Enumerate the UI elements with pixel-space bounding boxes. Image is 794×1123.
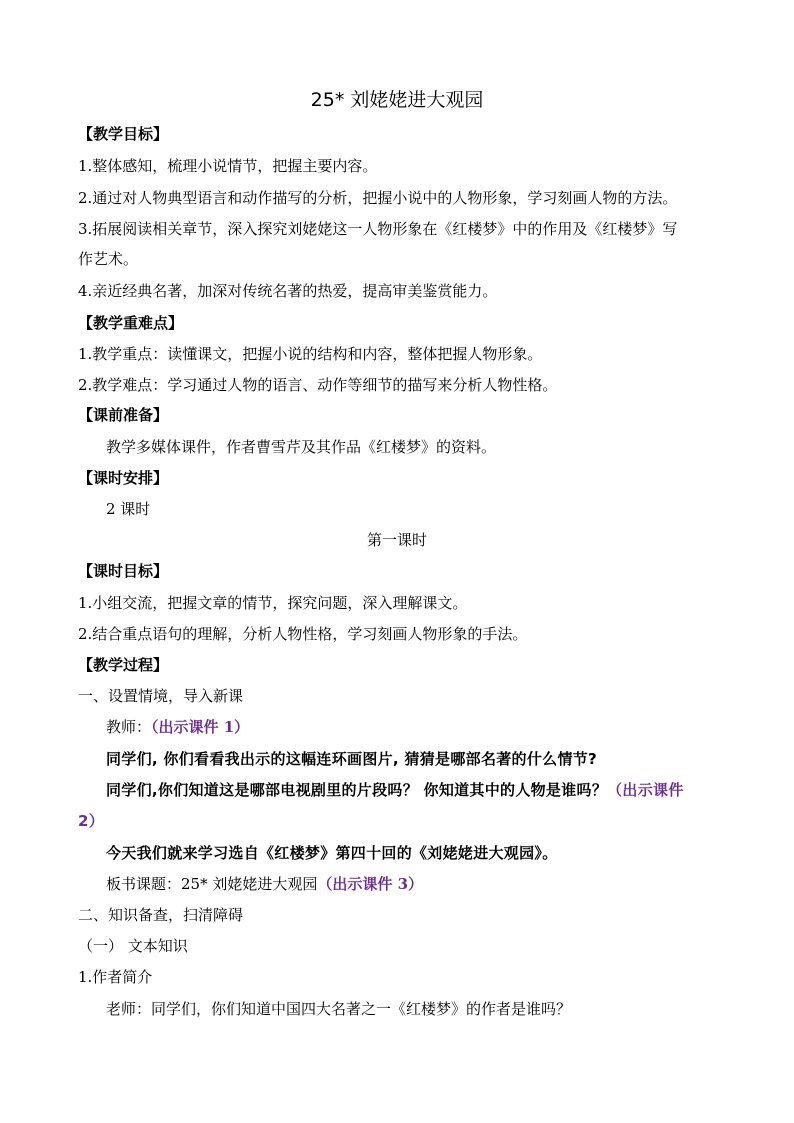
question-text: 同学们,你们知道这是哪部电视剧里的片段吗？ 你知道其中的人物是谁吗？ bbox=[106, 781, 608, 799]
goal-item: 4.亲近经典名著，加深对传统名著的热爱，提高审美鉴赏能力。 bbox=[78, 282, 498, 300]
lesson-goal-item: 2.结合重点语句的理解，分析人物性格，学习刻画人物形象的手法。 bbox=[78, 625, 528, 643]
item-heading: 1.作者简介 bbox=[78, 968, 153, 986]
question-line: 同学们, 你们看看我出示的这幅连环画图片, 猜猜是哪部名著的什么情节? bbox=[106, 750, 598, 768]
teaching-goals-heading: 【教学目标】 bbox=[78, 125, 169, 143]
teacher-line bbox=[106, 717, 734, 737]
courseware-reference: （出示课件 3） bbox=[317, 875, 424, 893]
teacher-question-line: 老师：同学们，你们知道中国四大名著之一《红楼梦》的作者是谁吗？ bbox=[106, 1000, 572, 1018]
teacher-label: 教师： bbox=[106, 718, 152, 736]
board-title-line bbox=[106, 874, 734, 894]
section-two-heading: 二、知识备查，扫清障碍 bbox=[78, 906, 244, 924]
preparation-text: 教学多媒体课件，作者曹雪芹及其作品《红楼梦》的资料。 bbox=[106, 438, 497, 456]
goal-item-continued: 作艺术。 bbox=[78, 250, 139, 268]
intro-line: 今天我们就来学习选自《红楼梦》第四十回的《刘姥姥进大观园》。 bbox=[106, 844, 558, 862]
schedule-text: 2 课时 bbox=[106, 500, 151, 518]
courseware-reference: （出示课件 1） bbox=[151, 718, 250, 736]
subsection-heading: （一） 文本知识 bbox=[78, 937, 188, 955]
page-title: 25* 刘姥姥进大观园 bbox=[310, 89, 484, 111]
courseware-reference-continued: 2） bbox=[78, 812, 105, 830]
board-title-text: 板书课题：25* 刘姥姥进大观园 bbox=[106, 875, 318, 893]
section-one-heading: 一、设置情境，导入新课 bbox=[78, 687, 244, 705]
goal-item: 3.拓展阅读相关章节，深入探究刘姥姥这一人物形象在《红楼梦》中的作用及《红楼梦》写 bbox=[78, 220, 678, 238]
preparation-heading: 【课前准备】 bbox=[78, 406, 169, 424]
question-line bbox=[106, 780, 734, 800]
lesson-goals-heading: 【课时目标】 bbox=[78, 562, 169, 580]
key-points-heading: 【教学重难点】 bbox=[78, 314, 184, 332]
goal-item: 2.通过对人物典型语言和动作描写的分析，把握小说中的人物形象，学习刻画人物的方法。 bbox=[78, 189, 678, 207]
courseware-reference: （出示课件 bbox=[607, 781, 684, 799]
lesson-one-heading: 第一课时 bbox=[366, 531, 427, 549]
key-point-item: 1.教学重点：读懂课文，把握小说的结构和内容，整体把握人物形象。 bbox=[78, 345, 543, 363]
teaching-process-heading: 【教学过程】 bbox=[78, 656, 169, 674]
key-point-item: 2.教学难点：学习通过人物的语言、动作等细节的描写来分析人物性格。 bbox=[78, 376, 558, 394]
lesson-goal-item: 1.小组交流，把握文章的情节，探究问题，深入理解课文。 bbox=[78, 594, 468, 612]
goal-item: 1.整体感知，梳理小说情节，把握主要内容。 bbox=[78, 157, 378, 175]
schedule-heading: 【课时安排】 bbox=[78, 469, 169, 487]
